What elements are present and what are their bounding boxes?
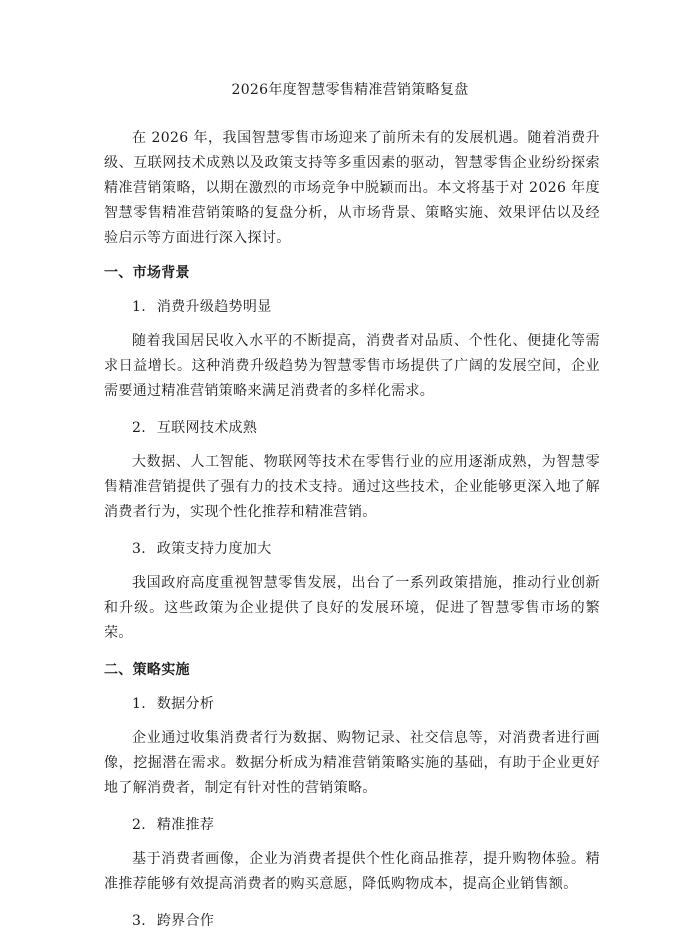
subsection-title: 互联网技术成熟 xyxy=(156,420,258,436)
body-paragraph: 随着我国居民收入水平的不断提高，消费者对品质、个性化、便捷化等需求日益增长。这种消费升级趋势为智慧零售市场提供了广阔的发展空间，企业需要通过精准营销策略来满足消费者的多样化需求。 xyxy=(104,333,600,399)
subsection-heading xyxy=(104,297,600,317)
body-paragraph: 企业通过收集消费者行为数据、购物记录、社交信息等，对消费者进行画像，挖掘潜在需求。数据分析成为精准营销策略实施的基础，有助于企业更好地了解消费者，制定有针对性的营销策略。 xyxy=(104,730,600,796)
subsection-number: 1. xyxy=(132,299,147,315)
subsection-heading xyxy=(104,694,600,714)
subsection-title: 消费升级趋势明显 xyxy=(156,299,272,315)
section-heading-strategy-implementation: 二、策略实施 xyxy=(104,662,190,678)
subsection-number: 2. xyxy=(132,817,147,833)
subsection-heading xyxy=(104,539,600,559)
document-body xyxy=(104,126,600,943)
subsection-title: 精准推荐 xyxy=(156,817,215,833)
subsection-number: 3. xyxy=(132,913,147,929)
document-title: 2026年度智慧零售精准营销策略复盘 xyxy=(231,82,469,98)
subsection-heading xyxy=(104,418,600,438)
subsection-number: 1. xyxy=(132,696,147,712)
subsection-heading xyxy=(104,911,600,931)
subsection-title: 政策支持力度加大 xyxy=(156,541,272,557)
section-heading-market-background: 一、市场背景 xyxy=(104,265,190,281)
subsection-heading xyxy=(104,815,600,835)
body-paragraph: 基于消费者画像，企业为消费者提供个性化商品推荐，提升购物体验。精准推荐能够有效提高消费者的购买意愿，降低购物成本，提高企业销售额。 xyxy=(104,851,600,892)
intro-paragraph: 在 2026 年，我国智慧零售市场迎来了前所未有的发展机遇。随着消费升级、互联网技术成熟以及政策支持等多重因素的驱动，智慧零售企业纷纷探索精准营销策略，以期在激烈的市场竞争中脱颖而出。本文将基于对 2026 年度智慧零售精准营销策略的复盘分析，从市场背景、策略实施、效果评估以及经验启示等方面进行深入探讨。 xyxy=(104,130,600,246)
subsection-title: 跨界合作 xyxy=(156,913,215,929)
subsection-title: 数据分析 xyxy=(156,696,215,712)
subsection-number: 3. xyxy=(132,541,147,557)
body-paragraph: 我国政府高度重视智慧零售发展，出台了一系列政策措施，推动行业创新和升级。这些政策为企业提供了良好的发展环境，促进了智慧零售市场的繁荣。 xyxy=(104,575,600,641)
subsection-number: 2. xyxy=(132,420,147,436)
body-paragraph: 大数据、人工智能、物联网等技术在零售行业的应用逐渐成熟，为智慧零售精准营销提供了强有力的技术支持。通过这些技术，企业能够更深入地了解消费者行为，实现个性化推荐和精准营销。 xyxy=(104,454,600,520)
